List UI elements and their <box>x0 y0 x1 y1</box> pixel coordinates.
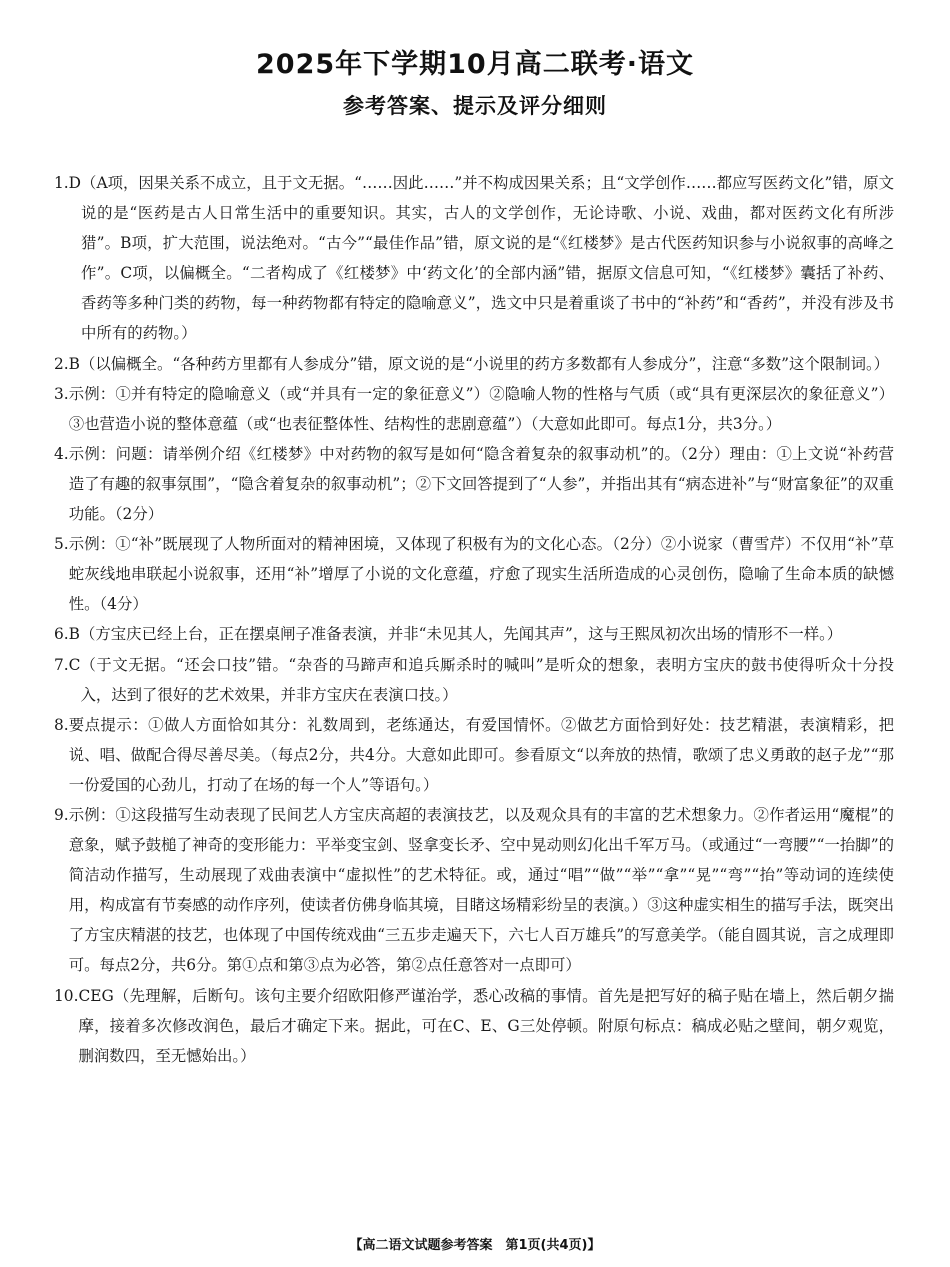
answer-item-8 <box>54 710 894 800</box>
answer-item-4 <box>54 439 894 529</box>
answer-list <box>54 168 894 1071</box>
answer-number: 5. <box>54 535 69 554</box>
answer-item-1 <box>54 168 894 349</box>
answer-text: （A项，因果关系不成立，且于文无据。“……因此……”并不构成因果关系；且“文学创作……都应写医药文化”错，原文说的是“医药是古人日常生活中的重要知识。其实，古人的文学创作，无论诗歌、小说、戏曲，都对医药文化有所涉猎”。B项，扩大范围，说法绝对。“古今”“最佳作品”错，原文说的是“《红楼梦》是古代医药知识参与小说叙事的高峰之作”。C项，以偏概全。“二者构成了《红楼梦》中‘药文化’的全部内涵”错，据原文信息可知，“《红楼梦》囊括了补药、香药等多种门类的药物，每一种药物都有特定的隐喻意义”，选文中只是着重谈了书中的“补药”和“香药”，并没有涉及书中所有的药物。） <box>81 174 894 343</box>
answer-item-10 <box>54 981 894 1071</box>
page-title: 2025年下学期10月高二联考·语文 <box>256 49 694 80</box>
answer-item-5 <box>54 529 894 619</box>
answer-text: （于文无据。“还会口技”错。“杂沓的马蹄声和追兵厮杀时的喊叫”是听众的想象，表明方宝庆的鼓书使得听众十分投入，达到了很好的艺术效果，并非方宝庆在表演口技。） <box>80 655 894 704</box>
answer-number: 1.D <box>54 174 82 192</box>
answer-item-2 <box>54 349 894 379</box>
answer-item-9 <box>54 800 894 981</box>
answer-number: 8. <box>54 715 69 734</box>
answer-text: 示例：①并有特定的隐喻意义（或“并具有一定的象征意义”）②隐喻人物的性格与气质（或“具有更深层次的象征意义”）③也营造小说的整体意蕴（或“也表征整体性、结构性的悲剧意蕴”）（大意如此即可。每点1分，共3分。） <box>68 384 894 433</box>
answer-text: 示例：问题：请举例介绍《红楼梦》中对药物的叙写是如何“隐含着复杂的叙事动机”的。（2分）理由：①上文说“补药营造了有趣的叙事氛围”，“隐含着复杂的叙事动机”；②下文回答提到了“人参”，并指出其有“病态进补”与“财富象征”的双重功能。（2分） <box>68 444 894 524</box>
page-footer: 【高二语文试题参考答案 第1页(共4页)】 <box>349 1238 601 1253</box>
answer-number: 9. <box>54 805 69 824</box>
answer-text: 要点提示：①做人方面恰如其分：礼数周到，老练通达，有爱国情怀。②做艺方面恰到好处：技艺精湛，表演精彩，把说、唱、做配合得尽善尽美。（每点2分，共4分。大意如此即可。参看原文“以奔放的热情，歌颂了忠义勇敢的赵子龙”“那一份爱国的心劲儿，打动了在场的每一个人”等语句。） <box>68 715 894 794</box>
answer-item-7 <box>54 650 894 710</box>
answer-text: CEG（先理解，后断句。该句主要介绍欧阳修严谨治学，悉心改稿的事情。首先是把写好的稿子贴在墙上，然后朝夕揣摩，接着多次修改润色，最后才确定下来。据此，可在C、E、G三处停顿。附原句标点：稿成必贴之壁间，朝夕观览，删润数四，至无憾始出。） <box>78 986 894 1065</box>
answer-text: 示例：①“补”既展现了人物所面对的精神困境，又体现了积极有为的文化心态。（2分）②小说家（曹雪芹）不仅用“补”草蛇灰线地串联起小说叙事，还用“补”增厚了小说的文化意蕴，疗愈了现实生活所造成的心灵创伤，隐喻了生命本质的缺憾性。（4分） <box>68 535 894 614</box>
answer-item-3 <box>54 379 894 439</box>
answer-text: （方宝庆已经上台，正在摆桌闸子准备表演，并非“未见其人，先闻其声”，这与王熙凤初次出场的情形不一样。） <box>80 625 843 644</box>
answer-number: 7.C <box>54 655 81 674</box>
answer-number: 3. <box>54 384 69 403</box>
page-subtitle: 参考答案、提示及评分细则 <box>343 94 607 118</box>
answer-number: 6.B <box>54 625 80 644</box>
answer-number: 10. <box>54 986 79 1005</box>
answer-number: 4. <box>54 444 69 463</box>
answer-text: （以偏概全。“各种药方里都有人参成分”错，原文说的是“小说里的药方多数都有人参成分”，注意“多数”这个限制词。） <box>80 354 890 373</box>
answer-number: 2.B <box>54 354 80 373</box>
answer-text: 示例：①这段描写生动表现了民间艺人方宝庆高超的表演技艺，以及观众具有的丰富的艺术想象力。②作者运用“魔棍”的意象，赋予鼓槌了神奇的变形能力：平举变宝剑、竖拿变长矛、空中晃动则幻化出千军万马。（或通过“一弯腰”“一抬脚”的简洁动作描写，生动展现了戏曲表演中“虚拟性”的艺术特征。或，通过“唱”“做”“举”“拿”“晃”“弯”“抬”等动词的连续使用，构成富有节奏感的动作序列，使读者仿佛身临其境，目睹这场精彩纷呈的表演。）③这种虚实相生的描写手法，既突出了方宝庆精湛的技艺，也体现了中国传统戏曲“三五步走遍天下，六七人百万雄兵”的写意美学。（能自圆其说，言之成理即可。每点2分，共6分。第①点和第③点为必答，第②点任意答对一点即可） <box>68 805 894 975</box>
answer-item-6 <box>54 619 894 649</box>
